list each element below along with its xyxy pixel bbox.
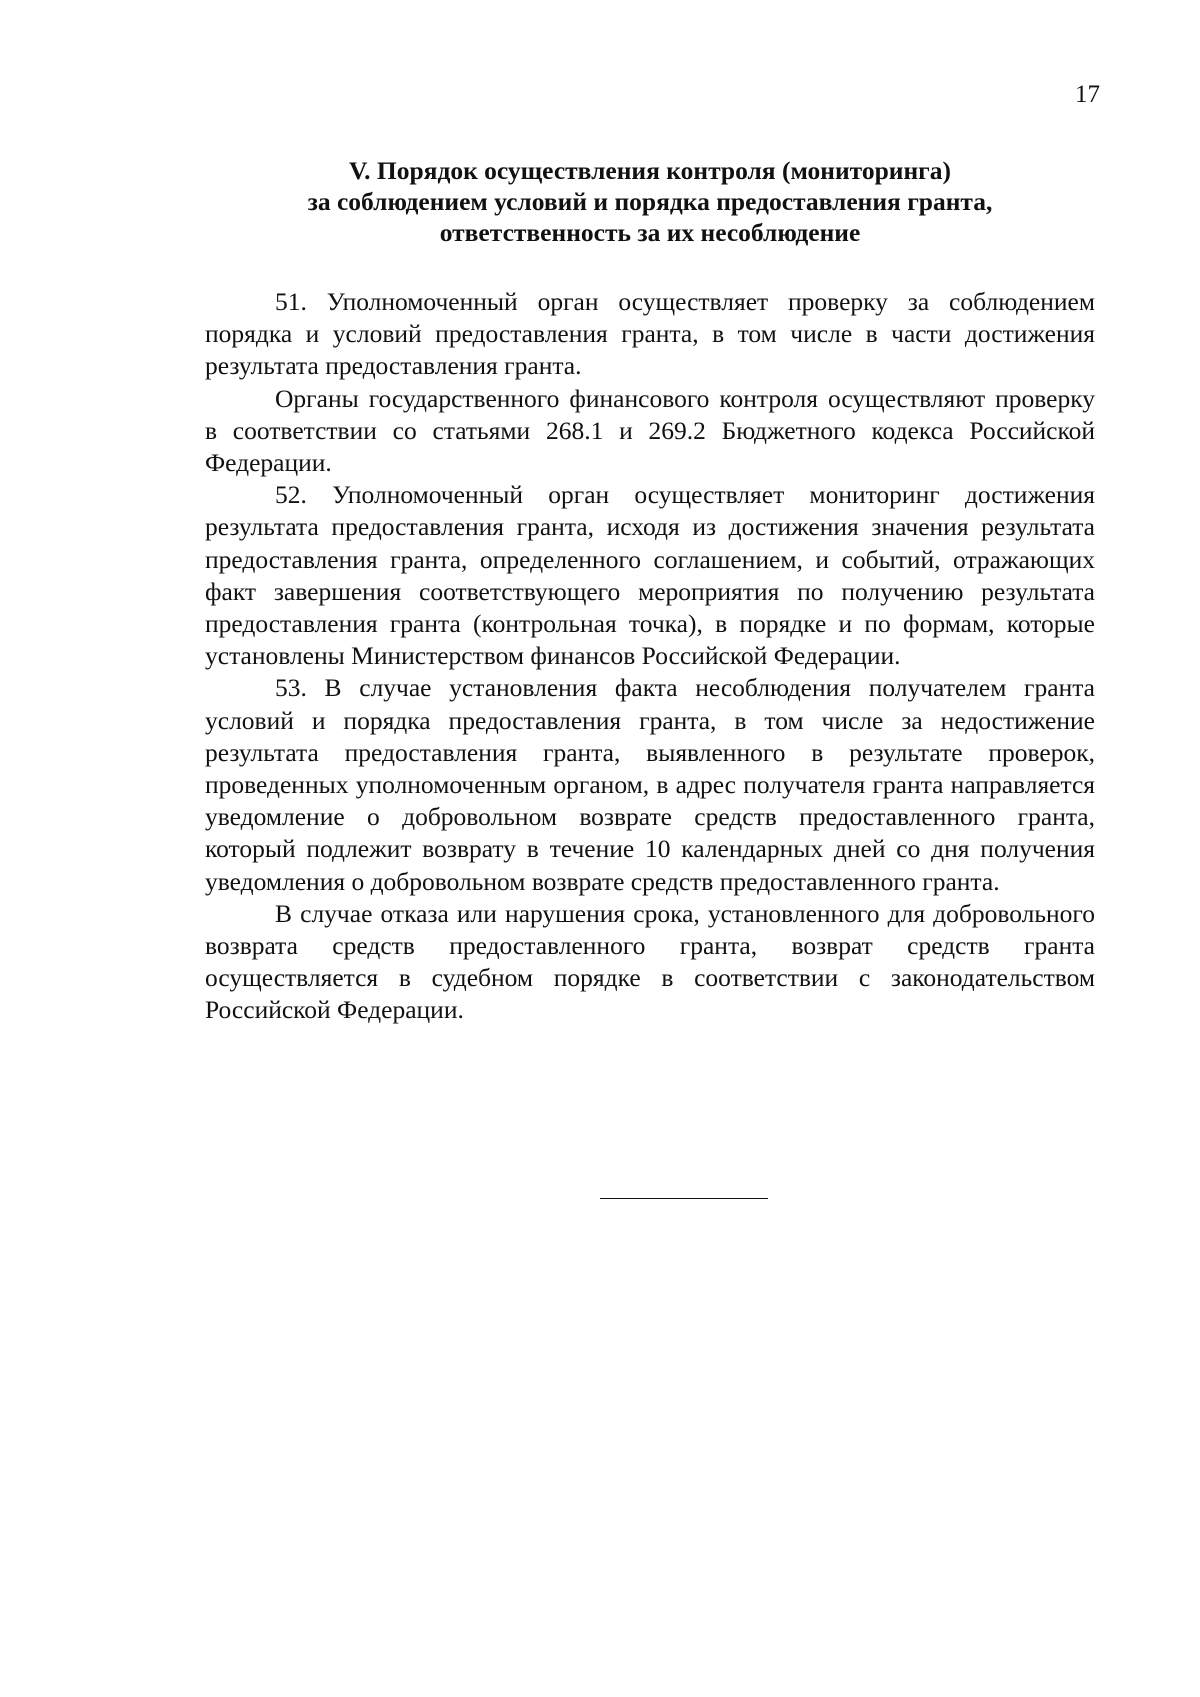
paragraph-financial-control: Органы государственного финансового контроля осуществляют проверку в соответствии со статьями 268.1 и 269.2 Бюджетного кодекса Российской Федерации. (205, 383, 1095, 478)
paragraph-53: 53. В случае установления факта несоблюдения получателем гранта условий и порядка предоставления гранта, в том числе за недостижение результата предоставления гранта, выявленного в результате проверок, проведенных уполномоченным органом, в адрес получателя гранта направляется уведомление о добровольном возврате средств предоставленного гранта, который подлежит возврату в течение 10 календарных дней со дня получения уведомления о добровольном возврате средств предоставленного гранта. (205, 673, 1095, 896)
paragraph-51: 51. Уполномоченный орган осуществляет проверку за соблюдением порядка и условий предоставления гранта, в том числе в части достижения результата предоставления гранта. (205, 287, 1095, 381)
paragraph-52: 52. Уполномоченный орган осуществляет мониторинг достижения результата предоставления гранта, исходя из достижения значения результата предоставления гранта, определенного соглашением, и событий, отражающих факт завершения соответствующего мероприятия по получению результата предоставления гранта (контрольная точка), в порядке и по формам, которые установлены Министерством финансов Российской Федерации. (205, 480, 1095, 671)
section-heading-line-1: V. Порядок осуществления контроля (мониторинга) (349, 156, 951, 185)
section-heading-line-2: за соблюдением условий и порядка предоставления гранта, (307, 187, 993, 216)
end-separator-line (600, 1198, 768, 1199)
section-heading-line-3: ответственность за их несоблюдение (439, 218, 861, 247)
section-heading (205, 155, 1095, 248)
body-text (205, 286, 1095, 1027)
page-number: 17 (1075, 81, 1100, 108)
paragraph-refusal: В случае отказа или нарушения срока, установленного для добровольного возврата средств предоставленного гранта, возврат средств гранта осуществляется в судебном порядке в соответствии с законодательством Российской Федерации. (205, 898, 1095, 1025)
